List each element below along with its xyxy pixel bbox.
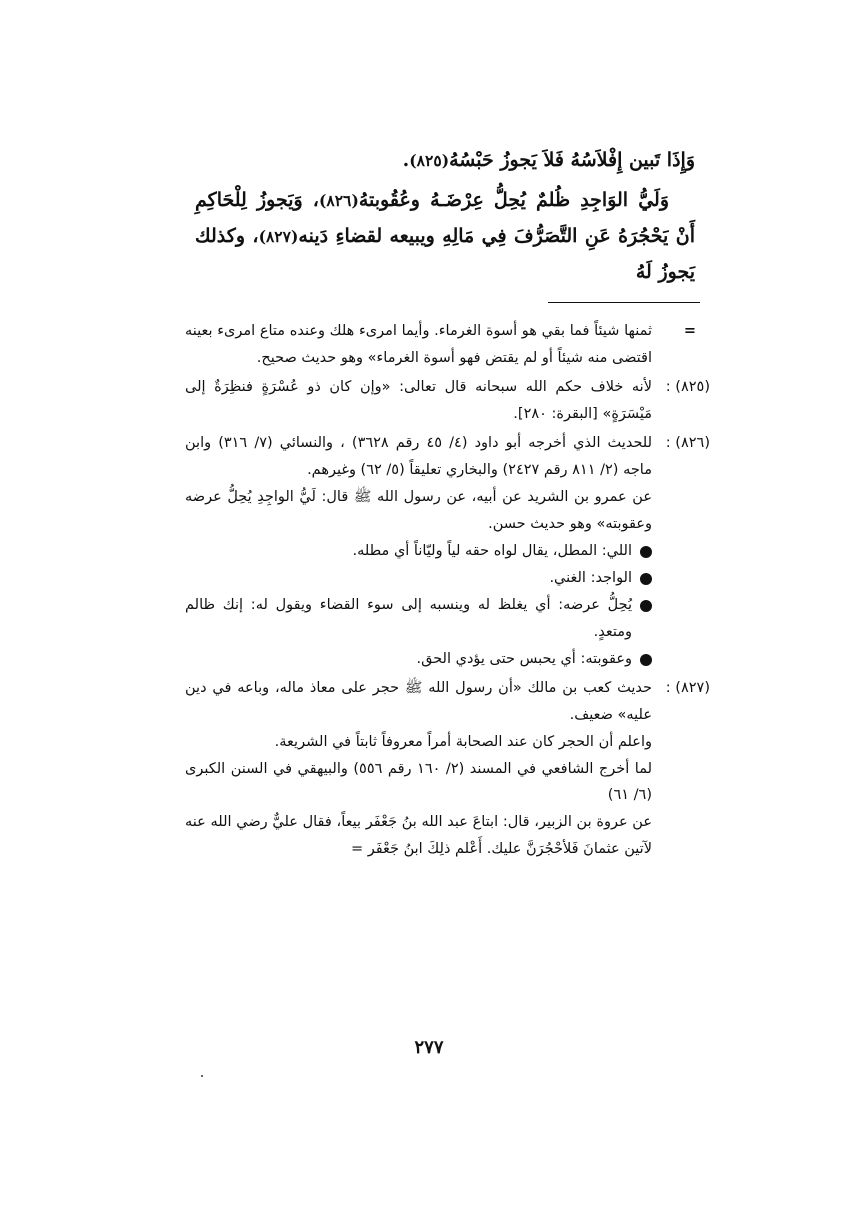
footnote-825-label: (٨٢٥) :	[665, 378, 710, 395]
footnote-ref-826: (٨٢٦)	[318, 191, 359, 211]
footnote-826	[185, 430, 710, 673]
main-line-1	[195, 142, 695, 178]
footnote-825-text: لأنه خلاف حكم الله سبحانه قال تعالى: «وإن كان ذو عُسْرَةٍ فنظِرَةٌ إلى مَيْسَرَةٍ» [البقرة: ٢٨٠].	[185, 378, 652, 422]
footnote-827-paragraph-3: لما أخرج الشافعي في المسند (٢/ ١٦٠ رقم ٥٥٦) والبيهقي في السنن الكبرى (٦/ ٦١)	[185, 760, 653, 804]
footnote-ref-827: (٨٢٧)	[258, 227, 299, 247]
bullet-dot-icon	[640, 546, 652, 558]
main-para-2-c: ، وكذلك يَجوزُ لَهُ	[195, 225, 695, 284]
bullet-dot-icon	[640, 654, 652, 666]
scan-speck	[201, 1075, 203, 1077]
footnote-826-bullet-1	[185, 538, 652, 565]
footnote-826-bullet-3-text: يُحِلُّ عرضه: أي يغلظ له وينسبه إلى سوء القضاء ويقول له: إنك ظالم ومتعدٍ.	[185, 596, 632, 640]
footnote-826-bullet-2-text: الواجد: الغني.	[549, 569, 632, 586]
footnote-827-text: حديث كعب بن مالك «أن رسول الله ﷺ حجر على معاذ ماله، وباعه في دين عليه» ضعيف.	[185, 679, 652, 723]
main-text	[195, 142, 695, 294]
footnote-separator	[548, 302, 700, 303]
footnote-826-bullet-4-text: وعقوبته: أي يحبس حتى يؤدي الحق.	[416, 650, 632, 667]
footnote-826-hadith: عن عمرو بن الشريد عن أبيه، عن رسول الله ﷺ قال: لَيُّ الواجِدِ يُحِلُّ عرضه وعقوبته» وهو حديث حسن.	[185, 488, 652, 532]
bullet-dot-icon	[640, 573, 652, 585]
footnote-827	[185, 675, 710, 864]
footnote-825	[185, 374, 710, 428]
footnote-826-label: (٨٢٦) :	[665, 434, 710, 451]
main-paragraph-2	[195, 182, 695, 290]
footnote-ref-825: (٨٢٥)	[409, 151, 450, 170]
page-number: ٢٧٧	[414, 1037, 444, 1058]
main-para-2-b: ، وَيَجوزُ لِلْحَاكِمِ أَنْ يَحْجُرَهُ عَنِ التَّصَرُّفَ فِي مَالِهِ ويبيعه لقضاءِ دَينه	[195, 189, 695, 248]
main-line-1-text: وَإِذَا تَبين إِفْلاَسُهُ فَلاَ يَجوزُ حَبْسُهُ	[449, 149, 695, 171]
main-line-1-end: .	[402, 149, 410, 171]
footnote-827-label: (٨٢٧) :	[665, 679, 710, 696]
footnote-826-bullet-3	[185, 592, 652, 646]
footnote-827-paragraph-2: واعلم أن الحجر كان عند الصحابة أمراً معروفاً ثابتاً في الشريعة.	[274, 733, 652, 750]
footnote-continuation	[185, 318, 710, 372]
continuation-marker: =	[683, 323, 696, 339]
footnote-826-bullet-1-text: اللي: المطل، يقال لواه حقه لياً وليّاناً أي مطله.	[352, 542, 632, 559]
footnote-continuation-text: ثمنها شيئاً فما بقي هو أسوة الغرماء. وأيما امرىء هلك وعنده متاع امرىء بعينه اقتضى منه شيئاً أو لم يقتض فهو أسوة الغرماء» وهو حديث صحيح.	[185, 323, 652, 366]
footnotes	[185, 318, 710, 865]
footnote-826-bullet-4	[185, 646, 652, 673]
main-para-2-a: وَلَيُّ الوَاجِدِ ظُلمٌ يُحِلُّ عِرْضَـهُ وعُقُوبتهُ	[358, 189, 670, 212]
footnote-826-bullet-2	[185, 565, 652, 592]
bullet-dot-icon	[640, 600, 652, 612]
footnote-826-text: للحديث الذي أخرجه أبو داود (٤/ ٤٥ رقم ٣٦٢٨) ، والنسائي (٧/ ٣١٦) وابن ماجه (٢/ ٨١١ رقم ٢٤٢٧) والبخاري تعليقاً (٥/ ٦٢) وغيرهم.	[185, 434, 653, 478]
footnote-827-paragraph-4: عن عروة بن الزبير، قال: ابتاعَ عبد الله بنُ جَعْفَر بيعاً، فقال عليٌّ رضي الله عنه لآتين عثمانَ فَلأحْجُرَنَّ عليك. أَعْلم ذلِكَ ابنُ جَعْفَر =	[185, 814, 652, 858]
